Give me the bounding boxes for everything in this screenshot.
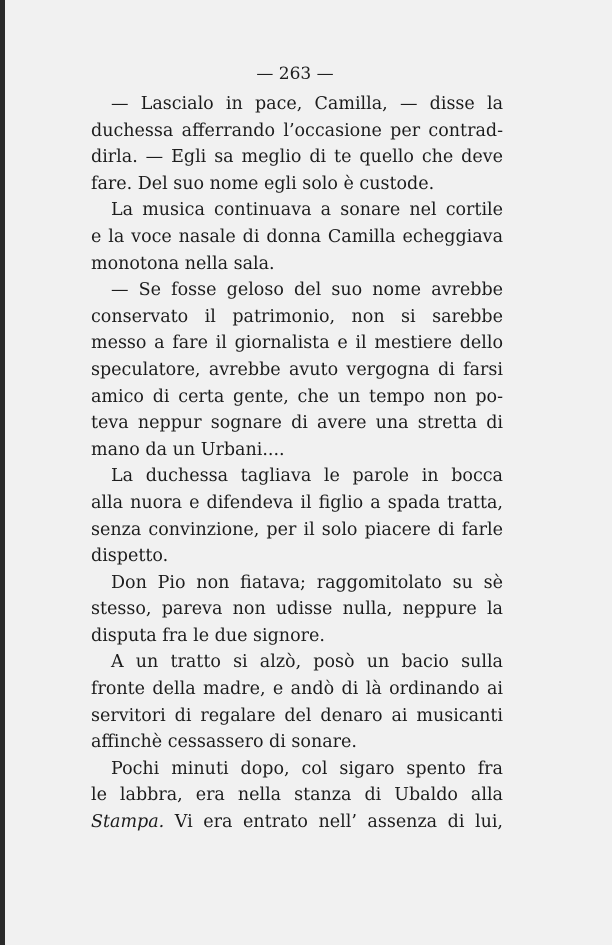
text-line-last [91, 809, 503, 836]
page-text [91, 91, 503, 836]
italic-word: Stampa. [91, 812, 165, 833]
text-line: teva neppur sognare di avere una stretta di [91, 413, 503, 434]
text-line: messo a fare il giornalista e il mestiere dello [91, 333, 503, 354]
text-line: stesso, pareva non udisse nulla, neppure la [91, 599, 503, 620]
text-line: e la voce nasale di donna Camilla echeggiava [91, 226, 503, 247]
page-number: — 263 — [256, 64, 334, 84]
text-line: La duchessa tagliava le parole in bocca [111, 466, 503, 487]
text-line: fronte della madre, e andò di là ordinando ai [91, 679, 503, 700]
text-line: A un tratto si alzò, posò un bacio sulla [111, 652, 503, 673]
text-line: mano da un Urbani.... [91, 439, 285, 460]
text-line: — Se fosse geloso del suo nome avrebbe [111, 280, 503, 301]
text-line: Pochi minuti dopo, col sigaro spento fra [111, 758, 503, 779]
text-line: duchessa afferrando l’occasione per contrad- [91, 120, 503, 141]
text-line: monotona nella sala. [91, 253, 275, 274]
text-line: senza convinzione, per il solo piacere di farle [91, 519, 503, 540]
text-line: le labbra, era nella stanza di Ubaldo alla [91, 785, 503, 806]
text-line: servitori di regalare del denaro ai musicanti [91, 705, 503, 726]
text-line: speculatore, avrebbe avuto vergogna di farsi [91, 359, 503, 380]
text-line: dirla. — Egli sa meglio di te quello che deve [91, 147, 503, 168]
text-line: amico di certa gente, che un tempo non po- [91, 386, 503, 407]
text-line: — Lascialo in pace, Camilla, — disse la [111, 94, 503, 114]
text-line: La musica continuava a sonare nel cortile [111, 200, 503, 221]
text-line: alla nuora e difendeva il figlio a spada tratta, [91, 492, 503, 513]
text-segment: Vi era entrato nell’ assenza di lui, [164, 812, 503, 833]
text-line: conservato il patrimonio, non si sarebbe [91, 306, 503, 327]
text-line: fare. Del suo nome egli solo è custode. [91, 173, 435, 194]
text-line: disputa fra le due signore. [91, 625, 325, 646]
page-binding-edge [0, 0, 5, 945]
text-line: Don Pio non fiatava; raggomitolato su sè [111, 572, 503, 593]
text-line: affinchè cessassero di sonare. [91, 732, 357, 753]
text-line: dispetto. [91, 546, 169, 567]
